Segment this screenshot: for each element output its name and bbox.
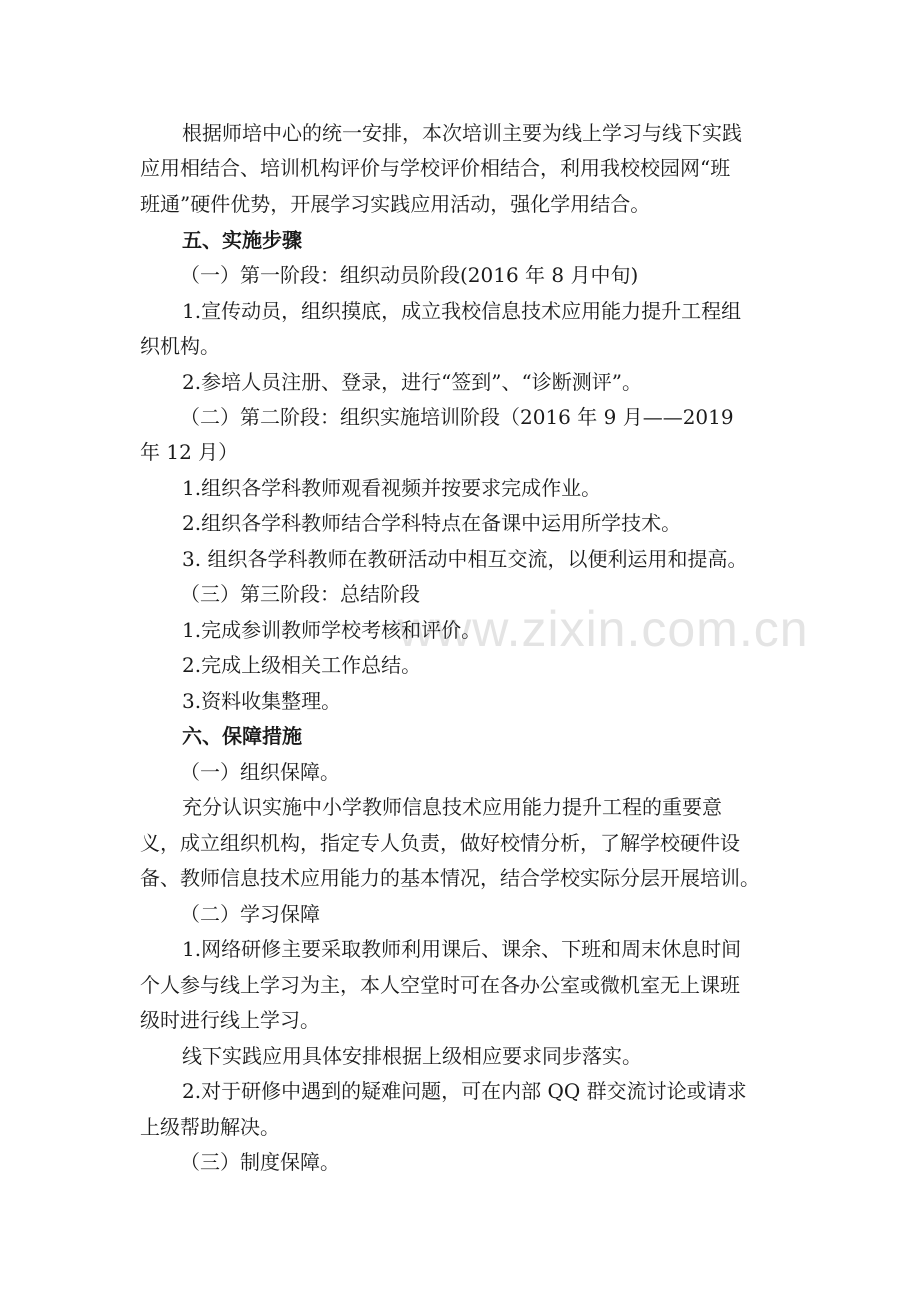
list-item: 1.完成参训教师学校考核和评价。 [182,618,482,642]
stage-heading-2-continued: 年 12 月） [140,440,239,464]
paragraph-line: 备、教师信息技术应用能力的基本情况，结合学校实际分层开展培训。 [140,866,760,890]
list-item: 2.组织各学科教师结合学科特点在备课中运用所学技术。 [182,511,682,535]
list-item: 1.宣传动员，组织摸底，成立我校信息技术应用能力提升工程组 [182,299,742,323]
stage-heading-1: （一）第一阶段：组织动员阶段(2016 年 8 月中旬) [180,263,639,287]
paragraph-line: 根据师培中心的统一安排，本次培训主要为线上学习与线下实践 [182,121,742,145]
list-item: 2.完成上级相关工作总结。 [182,653,422,677]
list-item-continued: 织机构。 [140,334,220,358]
paragraph-line: 班通”硬件优势，开展学习实践应用活动，强化学用结合。 [140,192,651,216]
paragraph-line: 应用相结合、培训机构评价与学校评价相结合，利用我校校园网“班 [140,156,731,180]
list-item: 1.组织各学科教师观看视频并按要求完成作业。 [182,476,602,500]
subheading-system: （三）制度保障。 [180,1150,340,1174]
list-item: 3.资料收集整理。 [182,689,342,713]
paragraph-line: 线下实践应用具体安排根据上级相应要求同步落实。 [182,1044,642,1068]
paragraph-line: 1.网络研修主要采取教师利用课后、课余、下班和周末休息时间 [182,937,742,961]
paragraph-line: 义，成立组织机构，指定专人负责，做好校情分析，了解学校硬件设 [140,831,740,855]
section-heading-6: 六、保障措施 [182,724,302,748]
subheading-organization: （一）组织保障。 [180,760,340,784]
watermark: www.zixin.com.cn [398,601,809,657]
list-item: 3. 组织各学科教师在教研活动中相互交流，以便利运用和提高。 [182,547,748,571]
paragraph-line: 2.对于研修中遇到的疑难问题，可在内部 QQ 群交流讨论或请求 [182,1079,747,1103]
subheading-learning: （二）学习保障 [180,902,320,926]
list-item: 2.参培人员注册、登录，进行“签到”、“诊断测评”。 [182,370,642,394]
paragraph-line: 个人参与线上学习为主，本人空堂时可在各办公室或微机室无上课班 [140,973,740,997]
section-heading-5: 五、实施步骤 [182,228,302,252]
paragraph-line: 上级帮助解决。 [140,1115,280,1139]
stage-heading-2: （二）第二阶段：组织实施培训阶段（2016 年 9 月——2019 [180,405,734,429]
paragraph-line: 充分认识实施中小学教师信息技术应用能力提升工程的重要意 [182,795,722,819]
stage-heading-3: （三）第三阶段：总结阶段 [180,582,420,606]
paragraph-line: 级时进行线上学习。 [140,1008,320,1032]
